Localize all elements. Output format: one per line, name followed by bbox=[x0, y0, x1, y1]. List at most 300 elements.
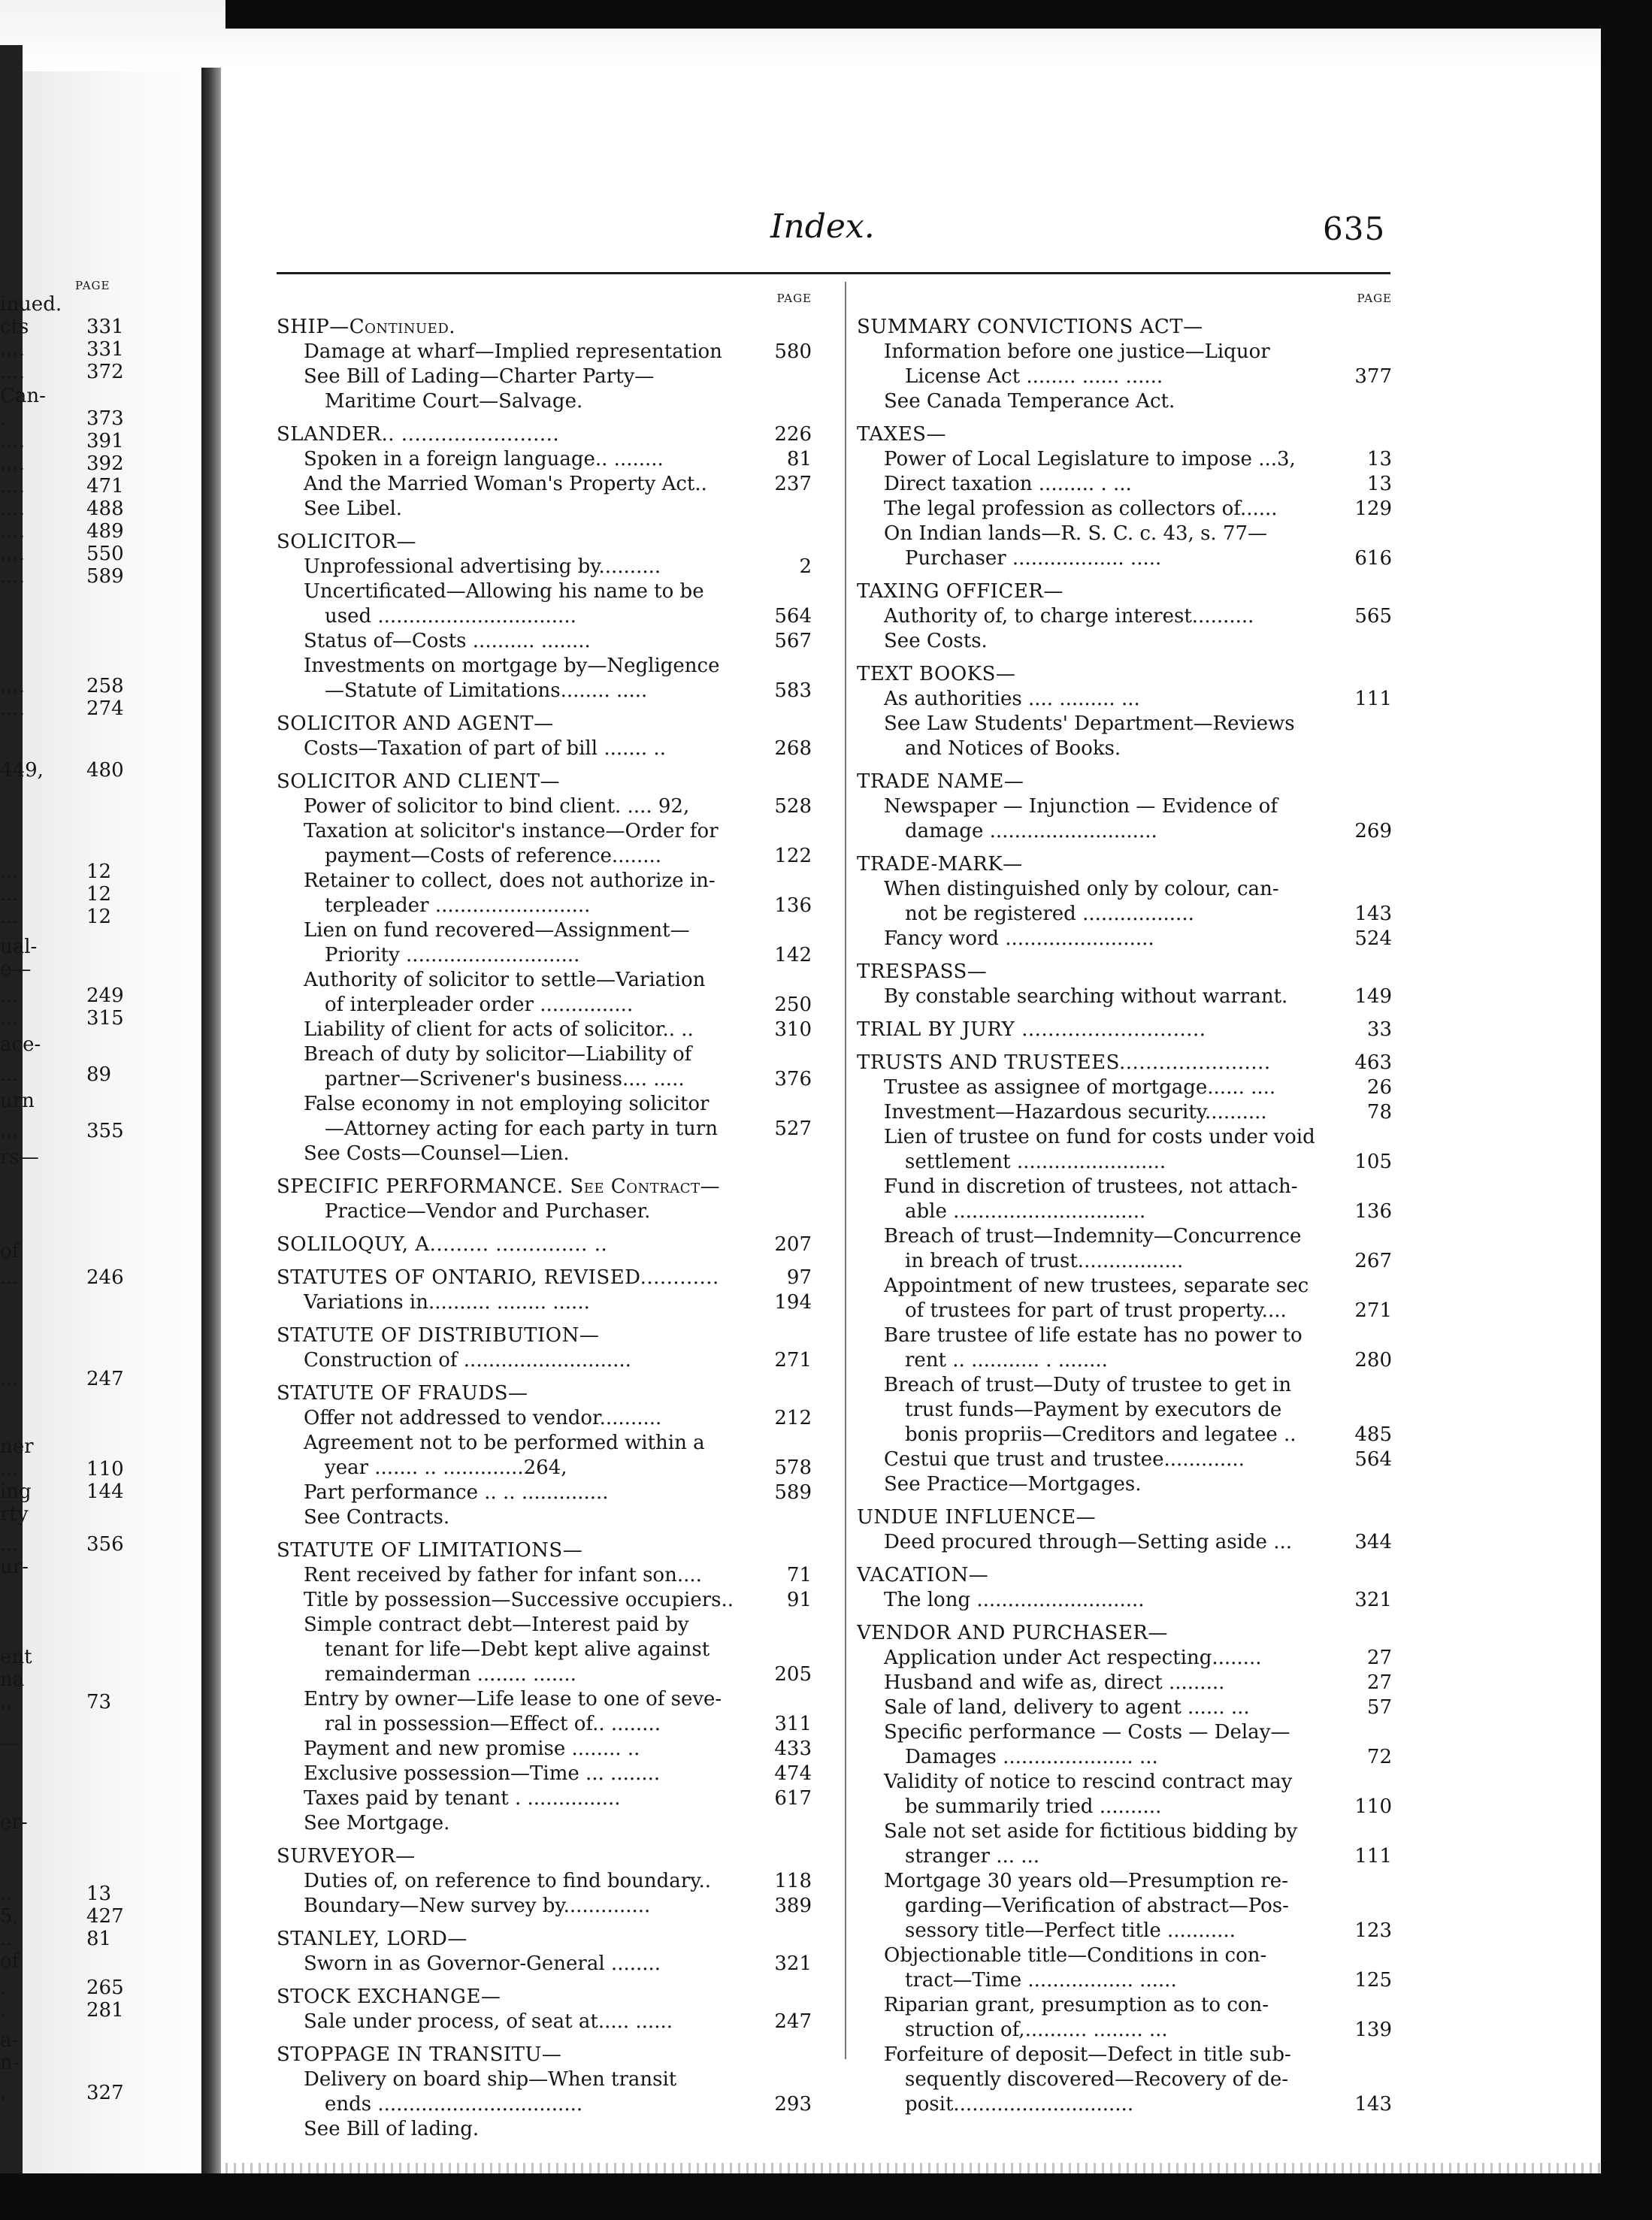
entry-text: posit............................. bbox=[905, 2093, 1134, 2116]
entry-subline bbox=[277, 2117, 812, 2142]
entry-subline bbox=[857, 1745, 1392, 1770]
entry-text: Application under Act respecting........ bbox=[884, 1647, 1262, 1669]
index-entry bbox=[277, 770, 812, 1166]
gutter-text: urn bbox=[0, 1090, 35, 1112]
page-reference: 207 bbox=[768, 1232, 812, 1257]
entry-text: Delivery on board ship—When transit bbox=[304, 2068, 677, 2091]
page-reference: 567 bbox=[768, 629, 812, 654]
entry-text: Simple contract debt—Interest paid by bbox=[304, 1614, 689, 1636]
page-reference: 524 bbox=[1348, 927, 1392, 951]
entry-text: SOLICITOR AND CLIENT— bbox=[277, 770, 560, 793]
entry-text: See Costs—Counsel—Lien. bbox=[304, 1142, 570, 1165]
page-reference: 212 bbox=[768, 1406, 812, 1431]
entry-subline bbox=[857, 546, 1392, 571]
entry-subline bbox=[277, 1638, 812, 1662]
page-reference: 527 bbox=[768, 1117, 812, 1142]
entry-text: Newspaper — Injunction — Evidence of bbox=[884, 795, 1278, 818]
gutter-text: . bbox=[0, 407, 7, 430]
index-entry bbox=[277, 530, 812, 703]
index-entry bbox=[277, 1266, 812, 1315]
entry-text: VENDOR AND PURCHASER— bbox=[857, 1622, 1168, 1644]
entry-text: damage ........................... bbox=[905, 820, 1157, 842]
gutter-text: rs— bbox=[0, 1146, 39, 1169]
page-header bbox=[0, 203, 1652, 263]
entry-heading bbox=[277, 1266, 812, 1290]
entry-subline bbox=[857, 629, 1392, 654]
index-entry bbox=[857, 1505, 1392, 1555]
entry-text: of trustees for part of trust property.... bbox=[905, 1299, 1287, 1322]
gutter-text: ... bbox=[0, 1458, 19, 1481]
gutter-text: 449, bbox=[0, 759, 44, 782]
entry-heading bbox=[277, 1844, 812, 1869]
index-entry bbox=[857, 1621, 1392, 2117]
page-reference: 344 bbox=[1348, 1530, 1392, 1555]
gutter-page: 392 bbox=[86, 452, 124, 475]
gutter-text: .... bbox=[0, 697, 26, 720]
entry-subline bbox=[857, 1993, 1392, 2018]
gutter-page: 331 bbox=[86, 316, 124, 338]
entry-heading bbox=[277, 1985, 812, 2010]
binding-gutter bbox=[201, 68, 221, 2220]
right-scan-border bbox=[1601, 0, 1652, 2220]
entry-heading bbox=[857, 579, 1392, 604]
entry-text: Mortgage 30 years old—Presumption re- bbox=[884, 1870, 1288, 1892]
index-entry bbox=[277, 1175, 812, 1224]
gutter-page: 246 bbox=[86, 1266, 124, 1289]
page-reference: 142 bbox=[768, 943, 812, 968]
page-reference: 139 bbox=[1348, 2018, 1392, 2043]
entry-subline bbox=[277, 497, 812, 522]
page-reference: 247 bbox=[768, 2010, 812, 2034]
index-entry bbox=[277, 1538, 812, 1836]
top-scan-border bbox=[225, 0, 1652, 29]
gutter-text: ... bbox=[0, 1533, 19, 1556]
entry-text: Damages ..................... ... bbox=[905, 1746, 1158, 1768]
entry-subline bbox=[277, 1894, 812, 1919]
gutter-page: 327 bbox=[86, 2082, 124, 2104]
index-entry bbox=[277, 1985, 812, 2034]
page-reference: 268 bbox=[768, 736, 812, 761]
entry-text: TAXING OFFICER— bbox=[857, 580, 1064, 603]
gutter-text: .. bbox=[0, 1691, 13, 1713]
entry-text: terpleader ......................... bbox=[325, 894, 591, 917]
entry-text: used ................................ bbox=[325, 605, 576, 628]
entry-text: Lien of trustee on fund for costs under void bbox=[884, 1126, 1315, 1148]
entry-text: sessory title—Perfect title ........... bbox=[905, 1919, 1236, 1942]
index-entry bbox=[277, 1381, 812, 1530]
entry-subline bbox=[857, 1274, 1392, 1299]
entry-text: STATUTE OF LIMITATIONS— bbox=[277, 1539, 583, 1562]
entry-text: Sale not set aside for fictitious bidding by bbox=[884, 1820, 1298, 1843]
entry-subline bbox=[857, 1472, 1392, 1497]
entry-text: False economy in not employing solicitor bbox=[304, 1093, 710, 1115]
page-reference: 57 bbox=[1361, 1695, 1392, 1720]
entry-text: See Contracts. bbox=[304, 1506, 450, 1529]
gutter-text: .... bbox=[0, 475, 26, 498]
index-entry bbox=[277, 1232, 812, 1257]
entry-text: Sale under process, of seat at..... ...... bbox=[304, 2010, 673, 2033]
entry-subline bbox=[277, 1662, 812, 1687]
entry-heading bbox=[857, 770, 1392, 794]
entry-text: STOCK EXCHANGE— bbox=[277, 1986, 501, 2008]
entry-text: Authority of, to charge interest.......... bbox=[884, 605, 1254, 628]
entry-subline bbox=[277, 1456, 812, 1481]
page-reference: 617 bbox=[768, 1786, 812, 1811]
entry-subline bbox=[277, 654, 812, 679]
entry-text: STANLEY, LORD— bbox=[277, 1928, 467, 1950]
page-reference: 125 bbox=[1348, 1968, 1392, 1993]
entry-text: Rent received by father for infant son.... bbox=[304, 1564, 702, 1586]
page-column-label: PAGE bbox=[1357, 292, 1392, 305]
page-reference: 293 bbox=[768, 2092, 812, 2117]
entry-text: Power of Local Legislature to impose ...3, bbox=[884, 448, 1296, 470]
entry-text: SURVEYOR— bbox=[277, 1845, 416, 1868]
entry-text: ends ................................. bbox=[325, 2093, 583, 2116]
entry-subline bbox=[857, 1588, 1392, 1613]
entry-text: Forfeiture of deposit—Defect in title sub- bbox=[884, 2043, 1291, 2066]
index-entry bbox=[857, 852, 1392, 951]
entry-text: Exclusive possession—Time ... ........ bbox=[304, 1762, 661, 1785]
entry-subline bbox=[857, 1348, 1392, 1373]
page-reference: 111 bbox=[1348, 687, 1392, 712]
entry-text: Uncertificated—Allowing his name to be bbox=[304, 580, 704, 603]
entry-text: tenant for life—Debt kept alive against bbox=[325, 1638, 710, 1661]
entry-subline bbox=[857, 2092, 1392, 2117]
gutter-text: rty bbox=[0, 1503, 29, 1526]
index-entry bbox=[277, 1927, 812, 1977]
entry-text: Offer not addressed to vendor.......... bbox=[304, 1407, 662, 1429]
entry-subline bbox=[857, 2067, 1392, 2092]
entry-text: See Law Students' Department—Reviews bbox=[884, 712, 1295, 735]
page-reference: 27 bbox=[1361, 1646, 1392, 1671]
page-reference: 389 bbox=[768, 1894, 812, 1919]
entry-text: ral in possession—Effect of.. ........ bbox=[325, 1713, 661, 1735]
gutter-text: n- bbox=[0, 2052, 20, 2074]
gutter-page: 249 bbox=[86, 984, 124, 1007]
gutter-text: .... bbox=[0, 675, 26, 697]
entry-text: Fancy word ........................ bbox=[884, 927, 1154, 950]
entry-subline bbox=[277, 1687, 812, 1712]
entry-text: TRADE NAME— bbox=[857, 770, 1024, 793]
entry-heading bbox=[857, 1563, 1392, 1588]
entry-text: TAXES— bbox=[857, 423, 946, 446]
index-entry bbox=[857, 579, 1392, 654]
entry-subline bbox=[277, 918, 812, 943]
previous-page-fragment bbox=[0, 263, 197, 2142]
page-reference: 564 bbox=[1348, 1447, 1392, 1472]
entry-subline bbox=[857, 604, 1392, 629]
entry-heading bbox=[277, 422, 812, 447]
entry-subline bbox=[277, 679, 812, 703]
entry-text: rent .. ........... . ........ bbox=[905, 1349, 1108, 1372]
entry-heading bbox=[857, 1051, 1392, 1075]
entry-text: Variations in.......... ........ ...... bbox=[304, 1291, 590, 1314]
index-entry bbox=[277, 2043, 812, 2142]
entry-text: See Costs. bbox=[884, 630, 988, 652]
entry-heading bbox=[857, 852, 1392, 877]
entry-subline bbox=[857, 522, 1392, 546]
entry-text: See Bill of lading. bbox=[304, 2118, 480, 2140]
entry-text: Fund in discretion of trustees, not attach- bbox=[884, 1175, 1298, 1198]
entry-heading bbox=[277, 1323, 812, 1348]
entry-text: SOLILOQUY, A......... .............. .. bbox=[277, 1233, 608, 1256]
page-reference: 237 bbox=[768, 472, 812, 497]
entry-subline bbox=[277, 1737, 812, 1762]
page-reference: 565 bbox=[1348, 604, 1392, 629]
gutter-text: 5, bbox=[0, 1905, 19, 1928]
entry-text: The legal profession as collectors of...... bbox=[884, 498, 1278, 520]
entry-text: SPECIFIC PERFORMANCE. See Contract— bbox=[277, 1175, 721, 1198]
gutter-text: ... bbox=[0, 1007, 19, 1030]
page-reference: 118 bbox=[768, 1869, 812, 1894]
entry-text: Riparian grant, presumption as to con- bbox=[884, 1994, 1269, 2016]
index-entry bbox=[857, 960, 1392, 1009]
entry-subline bbox=[277, 1481, 812, 1505]
entry-text: The long ........................... bbox=[884, 1589, 1145, 1611]
entry-subline bbox=[857, 1968, 1392, 1993]
entry-subline bbox=[857, 1869, 1392, 1894]
entry-subline bbox=[277, 993, 812, 1018]
entry-text: By constable searching without warrant. bbox=[884, 985, 1288, 1008]
entry-text: trust funds—Payment by executors de bbox=[905, 1399, 1282, 1421]
entry-subline bbox=[277, 1505, 812, 1530]
gutter-text: .... bbox=[0, 498, 26, 520]
page-reference: 271 bbox=[768, 1348, 812, 1373]
entry-text: Costs—Taxation of part of bill ....... .. bbox=[304, 737, 666, 760]
gutter-text: cts bbox=[0, 316, 29, 338]
page-reference: 71 bbox=[781, 1563, 812, 1588]
entry-text: Retainer to collect, does not authorize in- bbox=[304, 870, 716, 892]
gutter-text: Can- bbox=[0, 385, 46, 407]
entry-text: VACATION— bbox=[857, 1564, 989, 1586]
gutter-page: 247 bbox=[86, 1368, 124, 1390]
page-reference: 485 bbox=[1348, 1423, 1392, 1447]
gutter-text: ... bbox=[0, 906, 19, 928]
index-entry bbox=[857, 770, 1392, 844]
entry-text: Liability of client for acts of solicitor.. .. bbox=[304, 1018, 694, 1041]
entry-text: Part performance .. .. .............. bbox=[304, 1481, 609, 1504]
page-reference: 13 bbox=[1361, 472, 1392, 497]
entry-subline bbox=[857, 877, 1392, 902]
entry-text: See Canada Temperance Act. bbox=[884, 390, 1175, 413]
entry-subline bbox=[857, 1150, 1392, 1175]
entry-subline bbox=[277, 555, 812, 579]
entry-subline bbox=[857, 1844, 1392, 1869]
entry-text: STOPPAGE IN TRANSITU— bbox=[277, 2043, 562, 2066]
gutter-page: 315 bbox=[86, 1007, 124, 1030]
entry-text: year ....... .. .............264, bbox=[325, 1456, 567, 1479]
page-reference: 474 bbox=[768, 1762, 812, 1786]
entry-text: When distinguished only by colour, can- bbox=[884, 878, 1279, 900]
entry-subline bbox=[857, 687, 1392, 712]
gutter-page: 81 bbox=[86, 1928, 112, 1950]
gutter-page: 391 bbox=[86, 430, 124, 452]
entry-text: garding—Verification of abstract—Pos- bbox=[905, 1895, 1289, 1917]
page-reference: 321 bbox=[768, 1952, 812, 1977]
entry-heading bbox=[857, 1018, 1392, 1042]
gutter-page: 13 bbox=[86, 1883, 112, 1905]
entry-heading bbox=[277, 770, 812, 794]
gutter-text: ing bbox=[0, 1481, 32, 1503]
entry-text: Appointment of new trustees, separate sec bbox=[884, 1275, 1309, 1297]
page-reference: 105 bbox=[1348, 1150, 1392, 1175]
page-reference: 129 bbox=[1348, 497, 1392, 522]
entry-subline bbox=[857, 1299, 1392, 1323]
entry-text: Status of—Costs .......... ........ bbox=[304, 630, 591, 652]
index-column-right bbox=[857, 292, 1392, 2117]
gutter-text: . bbox=[0, 1999, 7, 2022]
page-reference: 143 bbox=[1348, 2092, 1392, 2117]
entry-subline bbox=[277, 1018, 812, 1042]
entry-text: stranger ... ... bbox=[905, 1845, 1040, 1868]
bottom-edge-specks bbox=[225, 2163, 1601, 2173]
entry-text: Breach of trust—Duty of trustee to get in bbox=[884, 1374, 1292, 1396]
entry-text: not be registered .................. bbox=[905, 903, 1194, 925]
entry-text: tract—Time ................. ...... bbox=[905, 1969, 1177, 1992]
gutter-page: 12 bbox=[86, 860, 112, 883]
header-rule bbox=[277, 272, 1390, 274]
gutter-text: .. bbox=[0, 1883, 13, 1905]
gutter-text: . bbox=[0, 2082, 7, 2104]
entry-subline bbox=[277, 736, 812, 761]
entry-subline bbox=[857, 447, 1392, 472]
gutter-text: .... bbox=[0, 520, 26, 543]
page-reference: 280 bbox=[1348, 1348, 1392, 1373]
entry-subline bbox=[277, 794, 812, 819]
entry-text: Information before one justice—Liquor bbox=[884, 340, 1270, 363]
page-reference: 377 bbox=[1348, 364, 1392, 389]
entry-subline bbox=[277, 1712, 812, 1737]
entry-subline bbox=[857, 497, 1392, 522]
index-entry bbox=[277, 315, 812, 414]
entry-subline bbox=[857, 1423, 1392, 1447]
entry-subline bbox=[857, 1530, 1392, 1555]
entry-text: Cestui que trust and trustee............. bbox=[884, 1448, 1245, 1471]
index-entry bbox=[857, 1563, 1392, 1613]
entry-subline bbox=[857, 364, 1392, 389]
gutter-text: of bbox=[0, 1950, 20, 1973]
page-reference: 205 bbox=[768, 1662, 812, 1687]
entry-heading bbox=[277, 712, 812, 736]
gutter-text: a- bbox=[0, 2029, 19, 2052]
entry-text: On Indian lands—R. S. C. c. 43, s. 77— bbox=[884, 522, 1268, 545]
page-reference: 589 bbox=[768, 1481, 812, 1505]
gutter-page: 265 bbox=[86, 1977, 124, 1999]
entry-text: Specific performance — Costs — Delay— bbox=[884, 1721, 1290, 1744]
gutter-page: 110 bbox=[86, 1458, 124, 1481]
gutter-text: ... bbox=[0, 1266, 19, 1289]
entry-text: Unprofessional advertising by.......... bbox=[304, 555, 661, 578]
entry-text: Construction of ........................... bbox=[304, 1349, 631, 1372]
entry-text: TRUSTS AND TRUSTEES....................... bbox=[857, 1051, 1271, 1074]
entry-subline bbox=[857, 819, 1392, 844]
entry-text: —Statute of Limitations........ ..... bbox=[325, 679, 648, 702]
gutter-text: ual- bbox=[0, 936, 38, 958]
entry-text: And the Married Woman's Property Act.. bbox=[304, 473, 707, 495]
page-reference: 463 bbox=[1348, 1051, 1392, 1075]
entry-text: struction of,.......... ........ ... bbox=[905, 2019, 1168, 2041]
entry-text: Sworn in as Governor-General ........ bbox=[304, 1952, 661, 1975]
entry-text: Direct taxation ......... . ... bbox=[884, 473, 1132, 495]
gutter-text: .... bbox=[0, 543, 26, 565]
entry-text: Title by possession—Successive occupiers.. bbox=[304, 1589, 734, 1611]
entry-text: Investment—Hazardous security.......... bbox=[884, 1101, 1267, 1124]
entry-text: TRIAL BY JURY ............................ bbox=[857, 1018, 1206, 1041]
gutter-text: .... bbox=[0, 361, 26, 383]
index-entry bbox=[857, 1051, 1392, 1497]
page-column-label: PAGE bbox=[776, 292, 812, 305]
entry-subline bbox=[277, 472, 812, 497]
page-reference: 433 bbox=[768, 1737, 812, 1762]
page-reference: 269 bbox=[1348, 819, 1392, 844]
entry-text: TRESPASS— bbox=[857, 960, 988, 983]
gutter-text: ace- bbox=[0, 1033, 41, 1056]
gutter-text: ent bbox=[0, 1646, 32, 1668]
entry-subline bbox=[277, 1952, 812, 1977]
entry-subline bbox=[277, 968, 812, 993]
gutter-page: 589 bbox=[86, 565, 124, 588]
entry-subline bbox=[277, 844, 812, 869]
gutter-page: 331 bbox=[86, 338, 124, 361]
entry-text: Breach of trust—Indemnity—Concurrence bbox=[884, 1225, 1302, 1248]
entry-text: Authority of solicitor to settle—Variation bbox=[304, 969, 706, 991]
entry-heading bbox=[857, 662, 1392, 687]
entry-subline bbox=[277, 1290, 812, 1315]
page-reference: 310 bbox=[768, 1018, 812, 1042]
gutter-page: 372 bbox=[86, 361, 124, 383]
gutter-page: 12 bbox=[86, 906, 112, 928]
entry-heading bbox=[277, 1175, 812, 1199]
entry-text: See Libel. bbox=[304, 498, 403, 520]
gutter-page: 12 bbox=[86, 883, 112, 906]
entry-subline bbox=[277, 1762, 812, 1786]
entry-subline bbox=[857, 1646, 1392, 1671]
page-reference: 143 bbox=[1348, 902, 1392, 927]
entry-text: Sale of land, delivery to agent ...... ... bbox=[884, 1696, 1250, 1719]
entry-subline bbox=[277, 1348, 812, 1373]
gutter-text: ... bbox=[0, 1063, 19, 1086]
entry-subline bbox=[857, 1075, 1392, 1100]
entry-subline bbox=[277, 1563, 812, 1588]
page-reference: 122 bbox=[768, 844, 812, 869]
page-reference: 580 bbox=[768, 340, 812, 364]
entry-text: Damage at wharf—Implied representation bbox=[304, 340, 722, 363]
gutter-page: 471 bbox=[86, 475, 124, 498]
index-entry bbox=[277, 1323, 812, 1373]
index-entry bbox=[857, 662, 1392, 761]
entry-subline bbox=[857, 1770, 1392, 1795]
entry-subline bbox=[277, 1142, 812, 1166]
entry-subline bbox=[857, 2043, 1392, 2067]
entry-subline bbox=[857, 1199, 1392, 1224]
gutter-page: 281 bbox=[86, 1999, 124, 2022]
page-reference: 136 bbox=[1348, 1199, 1392, 1224]
entry-text: SOLICITOR AND AGENT— bbox=[277, 712, 554, 735]
entry-text: Objectionable title—Conditions in con- bbox=[884, 1944, 1267, 1967]
entry-text: SHIP—Continued. bbox=[277, 316, 456, 338]
page-reference: 91 bbox=[781, 1588, 812, 1613]
entry-text: STATUTE OF DISTRIBUTION— bbox=[277, 1324, 600, 1347]
gutter-text: ... bbox=[0, 1120, 19, 1142]
index-entry bbox=[857, 422, 1392, 571]
gutter-text: ... bbox=[0, 883, 19, 906]
entry-subline bbox=[857, 1671, 1392, 1695]
entry-text: and Notices of Books. bbox=[905, 737, 1121, 760]
entry-text: Breach of duty by solicitor—Liability of bbox=[304, 1043, 692, 1066]
entry-subline bbox=[857, 1720, 1392, 1745]
entry-subline bbox=[857, 389, 1392, 414]
entry-text: Spoken in a foreign language.. ........ bbox=[304, 448, 664, 470]
